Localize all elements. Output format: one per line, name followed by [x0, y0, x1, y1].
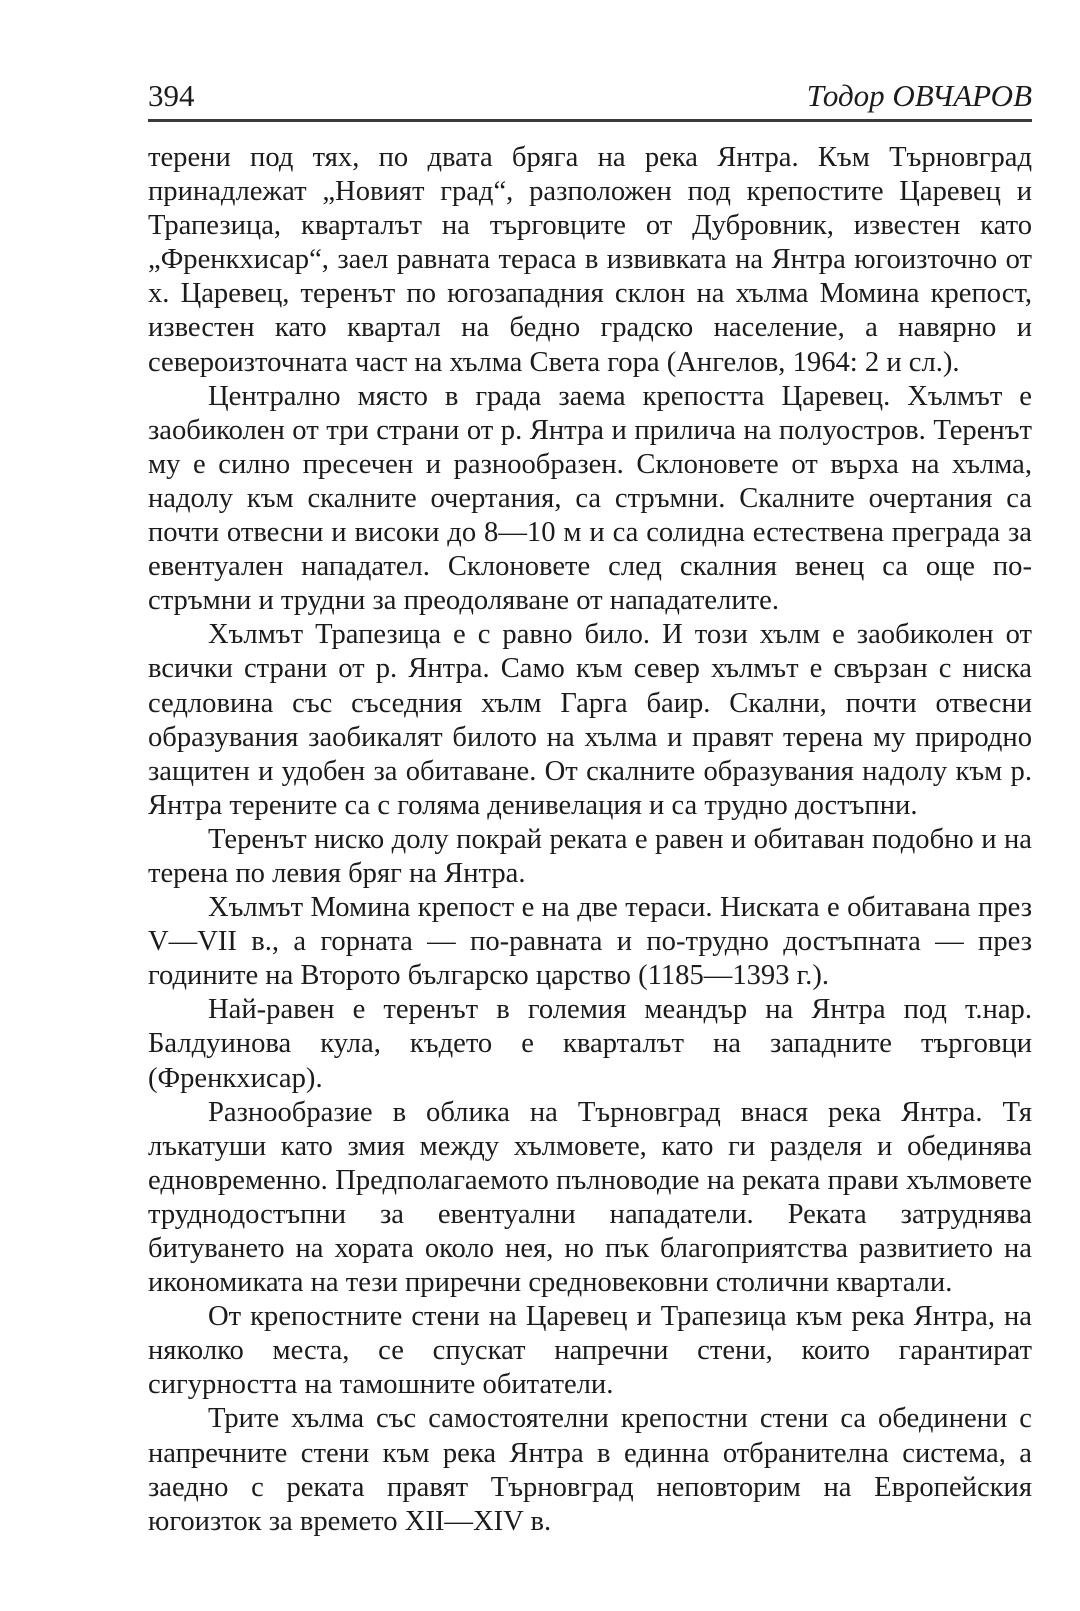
paragraph-meander: Най-равен е теренът в големия меандър на Янтра под т.нар. Балдуинова кула, където е кварталът на западните търговци (Френкхисар).: [148, 994, 1032, 1094]
paragraph-defense-system: Трите хълма със самостоятелни крепостни стени са обединени с напречните стени към река Янтра в единна отбранителна система, а заедно с реката правят Търновград неповторим на Европейския югоизток за времето XII—XIV в.: [148, 1403, 1032, 1537]
paragraph-yantra-river: Разнообразие в облика на Търновград внася река Янтра. Тя лъкатуши като змия между хълмовете, като ги разделя и обединява едновременно. Предполагаемото пълноводие на реката прави хълмовете труднодостъпни за евентуални нападатели. Реката затруднява битуването на хората около нея, но пък благоприятства развитието на икономиката на тези приречни средновековни столични квартали.: [148, 1096, 1032, 1299]
author-name: Тодор ОВЧАРОВ: [806, 78, 1032, 113]
running-header: [148, 74, 1032, 122]
paragraph-tsarevets: Централно място в града заема крепостта Царевец. Хълмът е заобиколен от три страни от р. Янтра и прилича на полуостров. Теренът му е силно пресечен и разнообразен. Склоновете от върха на хълма, надолу към скалните очертания, са стръмни. Скалните очертания са почти отвесни и високи до 8—10 м и са солидна естествена преграда за евентуален нападател. Склоновете след скалния венец са още по-стръмни и трудни за преодоляване от нападателите.: [148, 380, 1032, 617]
paragraph-momina-krepost: Хълмът Момина крепост е на две тераси. Ниската е обитавана през V—VII в., а горната — по-равната и по-трудно достъпната — през годините на Второто българско царство (1185—1393 г.).: [148, 892, 1032, 992]
paragraph-low-terrain: Теренът ниско долу покрай реката е равен и обитаван подобно и на терена по левия бряг на Янтра.: [148, 823, 1032, 889]
page-number: 394: [148, 78, 195, 113]
body-text: [148, 141, 1032, 1539]
paragraph-continued: терени под тях, по двата бряга на река Янтра. Към Търновград принадлежат „Новият град“, разположен под крепостите Царевец и Трапезица, кварталът на търговците от Дубровник, известен като „Френкхисар“, заел равната тераса в извивката на Янтра югоизточно от х. Царевец, теренът по югозападния склон на хълма Момина крепост, известен като квартал на бедно градско население, а навярно и североизточната част на хълма Света гора (Ангелов, 1964: 2 и сл.).: [148, 142, 1032, 378]
paragraph-trapezitsa: Хълмът Трапезица е с равно било. И този хълм е заобиколен от всички страни от р. Янтра. Само към север хълмът е свързан с ниска седловина със съседния хълм Гарга баир. Скални, почти отвесни образувания заобикалят билото на хълма и правят терена му природно защитен и удобен за обитаване. От скалните образувания надолу към р. Янтра терените са с голяма денивелация и са трудно достъпни.: [148, 619, 1032, 821]
paragraph-cross-walls: От крепостните стени на Царевец и Трапезица към река Янтра, на няколко места, се спускат напречни стени, които гарантират сигурността на тамошните обитатели.: [148, 1301, 1032, 1401]
